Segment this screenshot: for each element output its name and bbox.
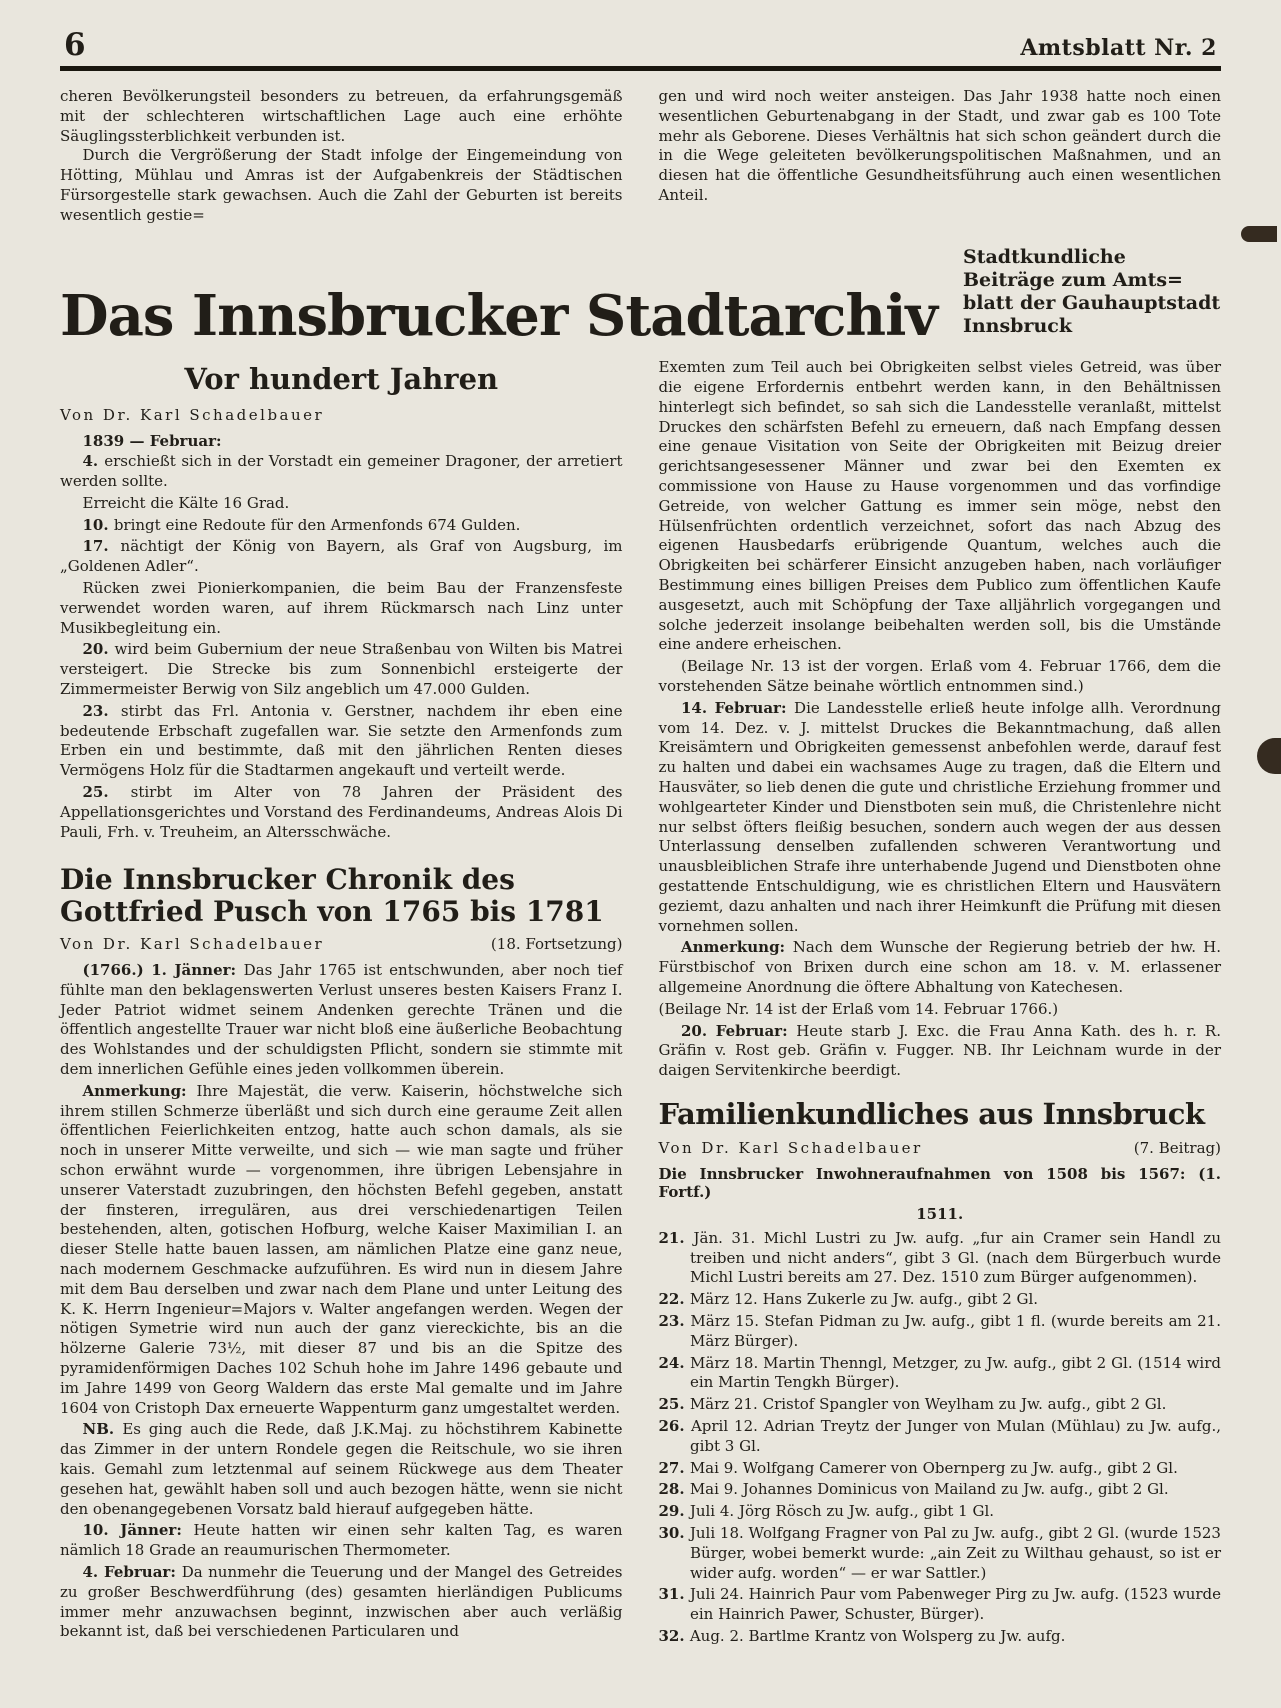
- paragraph-lead: 21.: [658, 1228, 694, 1247]
- chronik-continued-paragraphs: [659, 358, 1222, 1081]
- paragraph-lead: 26.: [658, 1417, 691, 1436]
- paragraph: 24. März 18. Martin Thenngl, Metzger, zu Jw. aufg., gibt 2 Gl. (1514 wird ein Martin Tengkh Bürger).: [658, 1353, 1221, 1392]
- paragraph: (1766.) 1. Jänner: Das Jahr 1765 ist entschwunden, aber noch tief fühlte man den beklagenswerten Verlust unseres besten Kaisers Franz I. Jeder Patriot widmet seinem Andenken gerechte Tränen und die öffentlich angestellte Trauer war nicht bloß eine äußerliche Beobachtung des Wohlstandes und der schuldigsten Pflicht, sondern sie stimmte mit dem innerlichen Gefühle eines jeden vollkommen überein.: [60, 961, 623, 1078]
- paragraph-lead: 20.: [82, 640, 115, 659]
- inwohner-entries: [659, 1229, 1222, 1647]
- paragraph-lead: NB.: [82, 1420, 123, 1439]
- paragraph: 25. stirbt im Alter von 78 Jahren der Präsident des Appellationsgerichtes und Vorstand des Ferdinandeums, Andreas Alois Di Pauli, Frh. v. Treuheim, an Altersschwäche.: [60, 782, 623, 841]
- chronik-paragraphs: [60, 961, 623, 1642]
- byline-row: [60, 406, 623, 424]
- left-column: [60, 356, 623, 1647]
- paragraph-lead: 28.: [658, 1480, 690, 1499]
- article-columns: [60, 356, 1221, 1647]
- paragraph: Rücken zwei Pionierkompanien, die beim Bau der Franzensfeste verwendet worden waren, auf ihrem Rückmarsch nach Linz unter Musikbegleitung ein.: [60, 578, 623, 637]
- article-title-familienkundliches: Familienkundliches aus Innsbruck: [658, 1096, 1205, 1131]
- paragraph: 27. Mai 9. Wolfgang Camerer von Obernperg zu Jw. aufg., gibt 2 Gl.: [658, 1458, 1178, 1477]
- author-byline: Von Dr. Karl Schadelbauer: [658, 1138, 923, 1157]
- intro-left-column: [60, 87, 623, 226]
- author-byline: Von Dr. Karl Schadelbauer: [60, 406, 325, 425]
- paragraph-lead: 23.: [82, 701, 121, 720]
- paragraph: 31. Juli 24. Hainrich Paur vom Pabenweger Pirg zu Jw. aufg. (1523 wurde ein Hainrich Pawer, Schuster, Bürger).: [658, 1585, 1222, 1624]
- right-column: [659, 356, 1222, 1647]
- paragraph: 30. Juli 18. Wolfgang Fragner von Pal zu Jw. aufg., gibt 2 Gl. (wurde 1523 Bürger, wobei bemerkt wurde: „ain Zeit zu Wilthau gehaust, so ist er wider aufg. worden“ — er war Sattler.): [658, 1524, 1221, 1582]
- section-banner-subtitle-line2: blatt der Gauhauptstadt Innsbruck: [962, 291, 1221, 338]
- paragraph-lead: 24.: [658, 1353, 691, 1372]
- section-banner-title: Das Innsbrucker Stadtarchiv: [60, 283, 937, 350]
- paragraph: 14. Februar: Die Landesstelle erließ heute infolge allh. Verordnung vom 14. Dez. v. J. mittelst Druckes die Bekanntmachung, daß allen Kreisämtern und Obrigkeiten gemessenst anbefohlen werde, darauf fest zu halten und dabei ein wachsames Auge zu tragen, daß die Eltern und Hausväter, so lieb denen die gute und christliche Erziehung frommer und wohlgearteter Kinder und Dienstboten sein muß, die Christenlehre nicht nur selbst öfters fleißig besuchen, sondern auch wegen der aus dessen Unterlassung denselben zufallenden schweren Verantwortung und unausbleiblichen Strafe ihre unterhabende Jugend und Dienstboten ohne gestattende Entschuldigung, wie es christlichen Eltern und Hausvätern geziemt, dazu anhalten und nach ihrer Heimkunft die Prüfung mit diesen vornehmen sollen.: [658, 698, 1221, 935]
- paragraph: 20. Februar: Heute starb J. Exc. die Frau Anna Kath. des h. r. R. Gräfin v. Rost geb. Gräfin v. Fugger. NB. Ihr Leichnam wurde in der daigen Servitenkirche beerdigt.: [658, 1021, 1221, 1080]
- paragraph: 10. Jänner: Heute hatten wir einen sehr kalten Tag, es waren nämlich 18 Grade an reaumurischen Thermometer.: [60, 1521, 623, 1560]
- paragraph: 21. Jän. 31. Michl Lustri zu Jw. aufg. „fur ain Cramer sein Handl zu treiben und nicht anders“, gibt 3 Gl. (nach dem Bürgerbuch wurde Michl Lustri bereits am 27. Dez. 1510 zum Bürger aufgenommen).: [658, 1228, 1221, 1287]
- paragraph: Exemten zum Teil auch bei Obrigkeiten selbst vieles Getreid, was über die eigene Erfordernis entbehrt werden kann, in den Behältnissen hinterlegt sich befindet, so sah sich die Landesstelle veranlaßt, mittelst Druckes den schärfsten Befehl zu erneuern, daß nach Empfang dessen eine genaue Visitation von Seite der Obrigkeiten mit Beizug dreier gerichtsangesessener Männer und zwar bei den Exemten ex commissione von Hause zu Hause vorgenommen und das vorfindige Getreide, von welcher Gattung es immer sein möge, nebst den Hülsenfrüchten ordentlich verzeichnet, sofort das nach Abzug des eigenen Hausbedarfs erübrigende Quantum, welches auch die Obrigkeiten bei schärferer Einsicht anzugeben haben, nach vorläufiger Bestimmung eines billigen Preises dem Publico zum öffentlichen Kaufe ausgesetzt, auch mit Schöpfung der Taxe alljährlich vorgegangen und solche jederzeit insolange beibehalten werden soll, bis die Umstände eine andere erheischen.: [658, 358, 1221, 654]
- byline-row: [659, 1139, 1222, 1157]
- paragraph-lead: 25.: [82, 782, 131, 801]
- paragraph: 23. März 15. Stefan Pidman zu Jw. aufg., gibt 1 fl. (wurde bereits am 21. März Bürger).: [658, 1312, 1221, 1350]
- paragraph-lead: 23.: [658, 1312, 691, 1331]
- article-title-chronik: [60, 864, 623, 927]
- paragraph: cheren Bevölkerungsteil besonders zu betreuen, da erfahrungsgemäß mit der schlechteren wirtschaftlichen Lage auch eine erhöhte Säuglingssterblichkeit verbunden ist.: [60, 87, 623, 145]
- article-title-chronik-line2: Gottfried Pusch von 1765 bis 1781: [60, 894, 604, 928]
- paragraph: 20. wird beim Gubernium der neue Straßenbau von Wilten bis Matrei versteigert. Die Strecke bis zum Sonnenbichl ersteigerte der Zimmermeister Berwig von Silz angeblich um 47.000 Gulden.: [60, 640, 623, 698]
- author-byline: Von Dr. Karl Schadelbauer: [60, 935, 325, 954]
- paragraph: Anmerkung: Ihre Majestät, die verw. Kaiserin, höchstwelche sich ihrem stillen Schmerze überläßt und sich durch eine geraume Zeit allen öffentlichen Feierlichkeiten entzog, hatte auch schon damals, als sie noch in unserer Mitte verweilte, und sich — wie man sagte und früher schon erwähnt wurde — vorgenommen, ihre übrigen Lebensjahre in unserer Vaterstadt zuzubringen, den höchsten Befehl gegeben, anstatt der finsteren, irregulären, aus drei verschiedenartigen Teilen bestehenden, alten, gotischen Hofburg, welche Kaiser Maximilian I. an dieser Stelle hatte bauen lassen, am nämlichen Platze eine ganz neue, nach modernem Geschmacke aufzuführen. Es wird nun in diesem Jahre mit dem Bau derselben und zwar nach dem Plane und unter Leitung des K. K. Herrn Ingenieur=Majors v. Walter angefangen werden. Wegen der nötigen Symetrie wird nun auch der ganz viereckichte, bis an die hölzerne Galerie 73½, mit dieser 87 und bis an die Spitze des pyramidenförmigen Daches 102 Schuh hohe im Jahre 1496 gebaute und im Jahre 1499 von Georg Waldern das erste Mal gemalte und im Jahre 1604 von Cristoph Dax erneuerte Wappenturm ganz umgestaltet werden.: [60, 1081, 623, 1417]
- paragraph-lead: 22.: [658, 1290, 690, 1309]
- section-banner: [60, 245, 1221, 350]
- paragraph-lead: 31.: [658, 1585, 690, 1604]
- paragraph: 22. März 12. Hans Zukerle zu Jw. aufg., gibt 2 Gl.: [658, 1290, 1039, 1309]
- byline-row: [60, 935, 623, 953]
- article-title-chronik-line1: Die Innsbrucker Chronik des: [60, 863, 515, 897]
- paragraph: 23. stirbt das Frl. Antonia v. Gerstner, nachdem ihr eben eine bedeutende Erbschaft zugefallen war. Sie setzte den Armenfonds zum Erben ein und bestimmte, daß mit den jährlichen Renten dieses Vermögens Holz für die Stadtarmen angekauft und verteilt werde.: [60, 701, 623, 780]
- section-banner-subtitle: [963, 246, 1221, 345]
- paragraph: 28. Mai 9. Johannes Dominicus von Mailand zu Jw. aufg., gibt 2 Gl.: [658, 1480, 1169, 1499]
- year-heading: 1511.: [916, 1204, 964, 1223]
- dateline: 1839 — Februar:: [82, 432, 222, 451]
- continuation-note: (18. Fortsetzung): [490, 935, 623, 954]
- paragraph-lead: 17.: [82, 537, 121, 556]
- paragraph: 32. Aug. 2. Bartlme Krantz von Wolsperg zu Jw. aufg.: [658, 1626, 1066, 1645]
- paragraph-lead: 4. Februar:: [82, 1562, 182, 1581]
- article-subtitle: Die Innsbrucker Inwohneraufnahmen von 1508 bis 1567: (1. Fortf.): [658, 1164, 1221, 1201]
- chronicle-entries: [60, 452, 623, 842]
- paragraph-lead: 30.: [658, 1524, 690, 1542]
- paragraph: 29. Juli 4. Jörg Rösch zu Jw. aufg., gibt 1 Gl.: [658, 1502, 995, 1521]
- scan-artifact: [1241, 226, 1277, 242]
- masthead-title: Amtsblatt Nr. 2: [1020, 35, 1217, 61]
- paragraph: 26. April 12. Adrian Treytz der Junger von Mulan (Mühlau) zu Jw. aufg., gibt 3 Gl.: [658, 1417, 1221, 1455]
- paragraph-lead: 27.: [658, 1458, 690, 1477]
- paragraph: 4. erschießt sich in der Vorstadt ein gemeiner Dragoner, der arretiert werden sollte.: [60, 452, 623, 490]
- paragraph: gen und wird noch weiter ansteigen. Das Jahr 1938 hatte noch einen wesentlichen Geburtenabgang in der Stadt, und zwar gab es 100 Tote mehr als Geborene. Dieses Verhältnis hat sich schon geändert durch die in die Wege geleiteten bevölkerungspolitischen Maßnahmen, und an diesen hat die öffentliche Gesundheitsführung auch einen wesentlichen Anteil.: [658, 87, 1221, 204]
- paragraph: 25. März 21. Cristof Spangler von Weylham zu Jw. aufg., gibt 2 Gl.: [658, 1395, 1167, 1414]
- paragraph-lead: 14. Februar:: [681, 698, 795, 717]
- section-banner-subtitle-line1: Stadtkundliche Beiträge zum Amts=: [962, 245, 1183, 291]
- paragraph: 10. bringt eine Redoute für den Armenfonds 674 Gulden.: [82, 515, 521, 534]
- article-title-vor-hundert-jahren: Vor hundert Jahren: [184, 362, 499, 397]
- paragraph: (Beilage Nr. 13 ist der vorgen. Erlaß vom 4. Februar 1766, dem die vorstehenden Sätze beinahe wörtlich entnommen sind.): [658, 657, 1221, 696]
- paragraph: 4. Februar: Da nunmehr die Teuerung und der Mangel des Getreides zu großer Beschwerdführung (des) gesamten hierländigen Publicums immer mehr anzuwachsen beginnt, inzwischen aber auch verläßig bekannt ist, daß bei verschiedenen Particularen und: [60, 1562, 623, 1641]
- paragraph: NB. Es ging auch die Rede, daß J.K.Maj. zu höchstihrem Kabinette das Zimmer in der untern Rondele gegen die Reitschule, wo sie ihren kais. Gemahl zum letztenmal auf seinem Rückwege aus dem Theater gesehen hat, gewählt haben soll und auch bezogen hätte, wenn sie nicht den obenangegebenen Vorsatz bald hierauf aufgegeben hätte.: [60, 1420, 623, 1518]
- paragraph-lead: 25.: [658, 1395, 690, 1414]
- paragraph: Anmerkung: Nach dem Wunsche der Regierung betrieb der hw. H. Fürstbischof von Brixen durch eine schon am 18. v. M. erlassener allgemeine Anordnung die öftere Abhaltung von Katechesen.: [658, 938, 1221, 996]
- paragraph-lead: 32.: [658, 1626, 690, 1645]
- paragraph-lead: 10. Jänner:: [82, 1521, 194, 1540]
- page-header: [60, 27, 1221, 71]
- paragraph-lead: 20. Februar:: [681, 1021, 797, 1040]
- intro-section: [60, 87, 1221, 226]
- paragraph: Durch die Vergrößerung der Stadt infolge der Eingemeindung von Hötting, Mühlau und Amras ist der Aufgabenkreis der Städtischen Fürsorgestelle stark gewachsen. Auch die Zahl der Geburten ist bereits wesentlich gestie=: [60, 146, 623, 224]
- paragraph-lead: Anmerkung:: [82, 1081, 197, 1100]
- paragraph-lead: 29.: [658, 1502, 690, 1521]
- paragraph: 17. nächtigt der König von Bayern, als Graf von Augsburg, im „Goldenen Adler“.: [60, 537, 623, 576]
- paragraph-lead: (1766.) 1. Jänner:: [82, 961, 244, 980]
- intro-right-column: [659, 87, 1222, 226]
- contribution-note: (7. Beitrag): [1133, 1138, 1221, 1157]
- paragraph-lead: 4.: [82, 452, 105, 471]
- paragraph-lead: 10.: [82, 515, 114, 534]
- page-number: 6: [64, 27, 86, 63]
- paragraph: Erreicht die Kälte 16 Grad.: [82, 493, 290, 512]
- paragraph-lead: Anmerkung:: [681, 938, 793, 957]
- paragraph: (Beilage Nr. 14 ist der Erlaß vom 14. Februar 1766.): [658, 999, 1059, 1018]
